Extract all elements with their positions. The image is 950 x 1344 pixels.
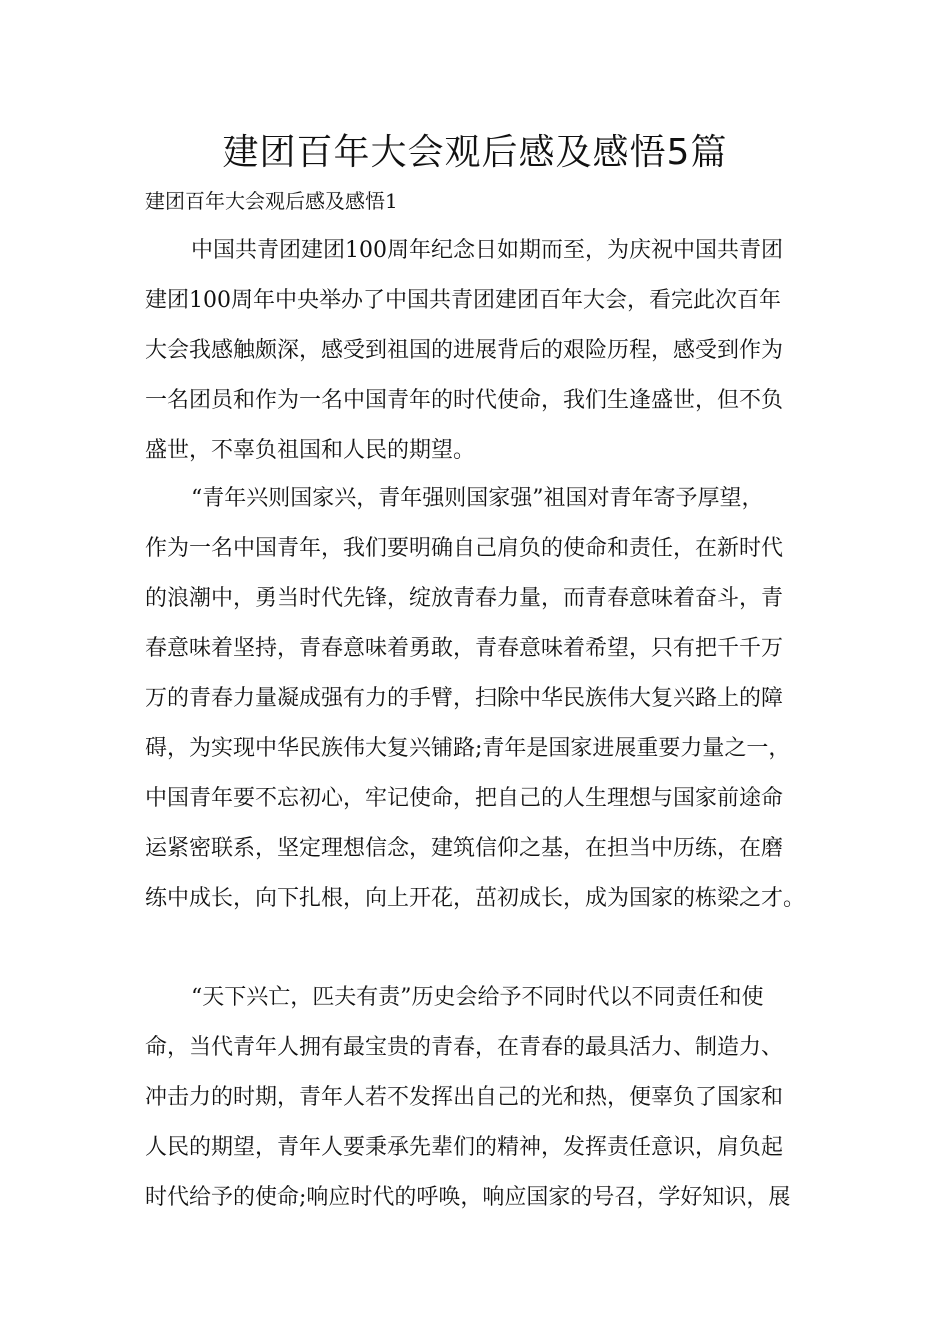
paragraph-1 <box>145 226 825 476</box>
paragraph-line: 运紧密联系，坚定理想信念，建筑信仰之基，在担当中历练，在磨 <box>145 836 784 861</box>
paragraph-line: 大会我感触颇深，感受到祖国的进展背后的艰险历程，感受到作为 <box>145 338 784 363</box>
paragraph-line: 的浪潮中，勇当时代先锋，绽放青春力量，而青春意味着奋斗，青 <box>145 586 784 611</box>
paragraph-line: 万的青春力量凝成强有力的手臂，扫除中华民族伟大复兴路上的障 <box>145 686 784 711</box>
paragraph-2 <box>145 474 825 924</box>
paragraph-line: 碍，为实现中华民族伟大复兴铺路;青年是国家进展重要力量之一， <box>145 736 791 761</box>
paragraph-line: “青年兴则国家兴，青年强则国家强”祖国对青年寄予厚望， <box>191 486 764 511</box>
paragraph-3 <box>145 973 825 1223</box>
paragraph-line: 人民的期望，青年人要秉承先辈们的精神，发挥责任意识，肩负起 <box>145 1135 784 1160</box>
paragraph-line: 中国共青团建团100周年纪念日如期而至，为庆祝中国共青团 <box>191 238 783 263</box>
paragraph-line: 冲击力的时期，青年人若不发挥出自己的光和热，便辜负了国家和 <box>145 1085 784 1110</box>
section-heading: 建团百年大会观后感及感悟1 <box>145 189 398 213</box>
paragraph-line: 一名团员和作为一名中国青年的时代使命，我们生逢盛世，但不负 <box>145 388 784 413</box>
paragraph-line: 命，当代青年人拥有最宝贵的青春，在青春的最具活力、制造力、 <box>145 1035 784 1060</box>
paragraph-line: 春意味着坚持，青春意味着勇敢，青春意味着希望，只有把千千万 <box>145 636 784 661</box>
paragraph-line: 盛世，不辜负祖国和人民的期望。 <box>145 438 476 463</box>
paragraph-line: “天下兴亡，匹夫有责”历史会给予不同时代以不同责任和使 <box>191 985 764 1010</box>
paragraph-line: 练中成长，向下扎根，向上开花，茁初成长，成为国家的栋梁之才。 <box>145 886 806 911</box>
paragraph-line: 时代给予的使命;响应时代的呼唤，响应国家的号召，学好知识，展 <box>145 1185 791 1210</box>
paragraph-line: 中国青年要不忘初心，牢记使命，把自己的人生理想与国家前途命 <box>145 786 784 811</box>
paragraph-line: 建团100周年中央举办了中国共青团建团百年大会，看完此次百年 <box>145 288 781 313</box>
document-title: 建团百年大会观后感及感悟5篇 <box>222 132 728 173</box>
paragraph-line: 作为一名中国青年，我们要明确自己肩负的使命和责任，在新时代 <box>145 536 784 561</box>
